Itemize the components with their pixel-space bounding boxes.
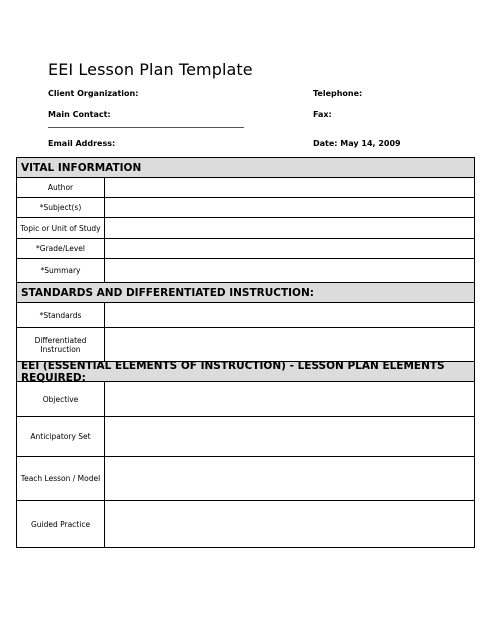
- telephone-label: Telephone:: [313, 89, 363, 98]
- client-organization-label: Client Organization:: [48, 89, 139, 98]
- form-row-author: [17, 178, 474, 198]
- form-row-summary: [17, 259, 474, 283]
- grade-level-field[interactable]: [105, 239, 474, 258]
- row-label-subjects: *Subject(s): [17, 198, 105, 217]
- page-title: EEI Lesson Plan Template: [48, 60, 253, 79]
- row-label-topic: Topic or Unit of Study: [17, 218, 105, 238]
- guided-practice-field[interactable]: [105, 501, 474, 547]
- row-label-differentiated-instruction: Differentiated Instruction: [17, 328, 105, 361]
- form-row-topic: [17, 218, 474, 239]
- section-header-vital-information: VITAL INFORMATION: [17, 158, 474, 178]
- differentiated-instruction-field[interactable]: [105, 328, 474, 361]
- form-row-guided-practice: [17, 501, 474, 547]
- row-label-standards: *Standards: [17, 303, 105, 327]
- row-label-guided-practice: Guided Practice: [17, 501, 105, 547]
- email-address-label: Email Address:: [48, 139, 116, 148]
- form-row-grade-level: [17, 239, 474, 259]
- form-row-objective: [17, 382, 474, 417]
- topic-field[interactable]: [105, 218, 474, 238]
- standards-field[interactable]: [105, 303, 474, 327]
- row-label-grade-level: *Grade/Level: [17, 239, 105, 258]
- section-header-eei: EEI (ESSENTIAL ELEMENTS OF INSTRUCTION) - LESSON PLAN ELEMENTS REQUIRED:: [17, 362, 474, 382]
- teach-lesson-field[interactable]: [105, 457, 474, 500]
- fax-label: Fax:: [313, 110, 332, 119]
- main-contact-label: Main Contact:: [48, 110, 111, 119]
- anticipatory-set-field[interactable]: [105, 417, 474, 456]
- date-label: Date: May 14, 2009: [313, 139, 401, 148]
- objective-field[interactable]: [105, 382, 474, 416]
- row-label-teach-lesson: Teach Lesson / Model: [17, 457, 105, 500]
- section-header-standards: STANDARDS AND DIFFERENTIATED INSTRUCTION:: [17, 283, 474, 303]
- lesson-plan-form: [16, 157, 475, 548]
- author-field[interactable]: [105, 178, 474, 197]
- row-label-author: Author: [17, 178, 105, 197]
- form-row-standards: [17, 303, 474, 328]
- summary-field[interactable]: [105, 259, 474, 282]
- row-label-summary: *Summary: [17, 259, 105, 282]
- form-row-differentiated-instruction: [17, 328, 474, 362]
- subjects-field[interactable]: [105, 198, 474, 217]
- row-label-objective: Objective: [17, 382, 105, 416]
- form-row-anticipatory-set: [17, 417, 474, 457]
- form-row-subjects: [17, 198, 474, 218]
- form-row-teach-lesson: [17, 457, 474, 501]
- contact-underline: [48, 127, 244, 128]
- row-label-anticipatory-set: Anticipatory Set: [17, 417, 105, 456]
